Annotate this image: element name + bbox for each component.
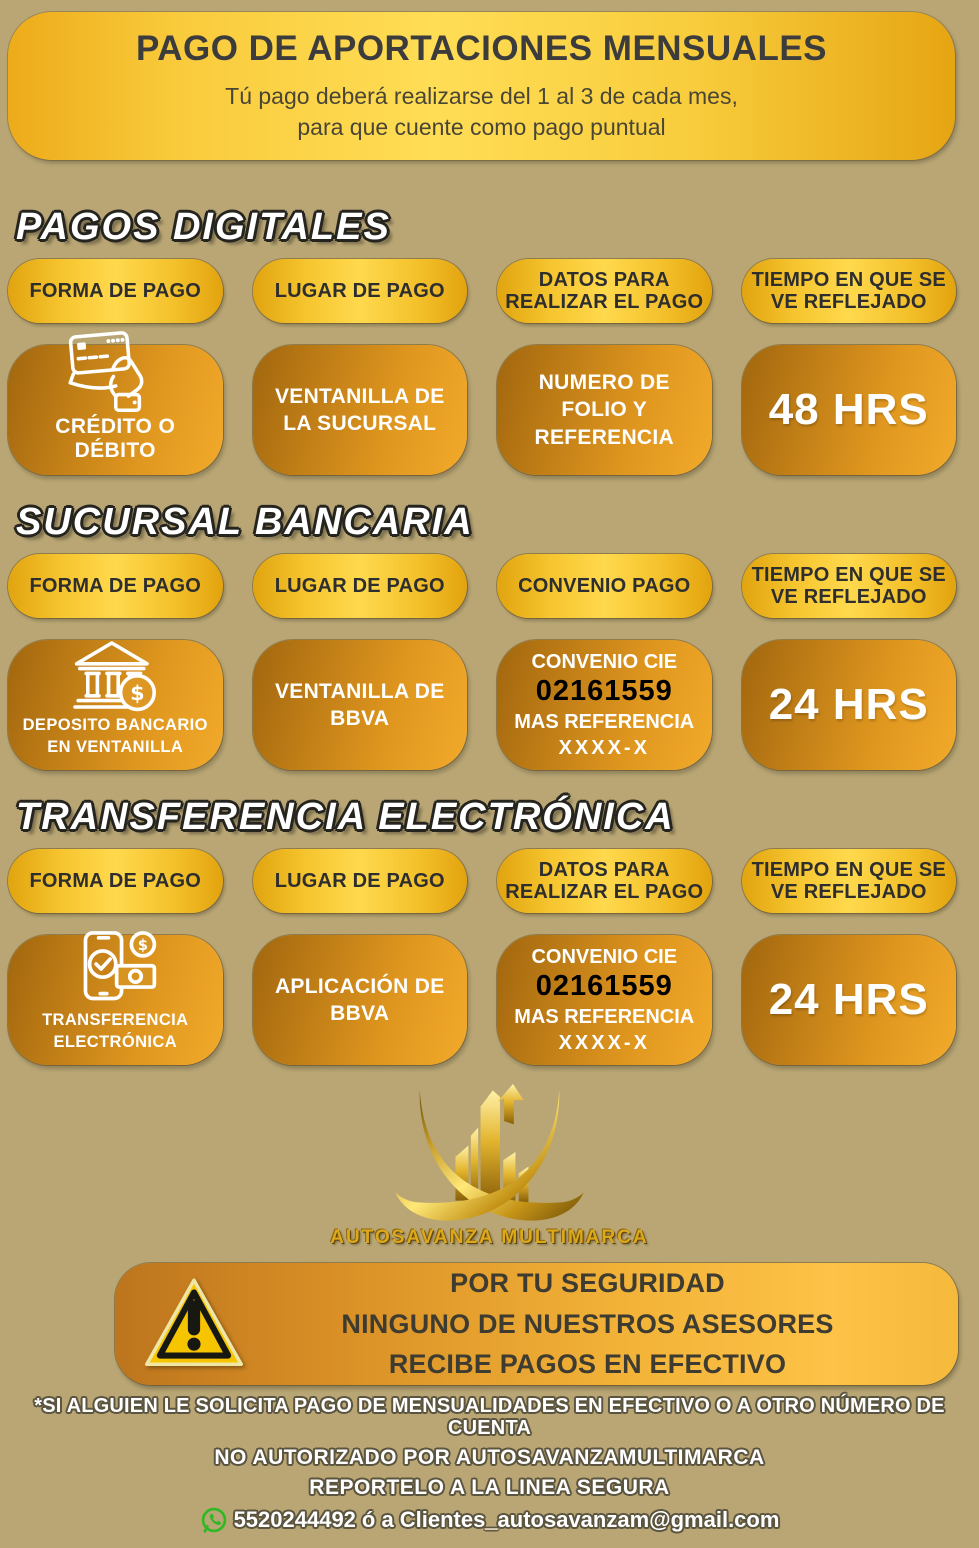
section-title-pagos-digitales: PAGOS DIGITALES: [16, 206, 391, 248]
brand-name: AUTOSAVANZA MULTIMARCA: [330, 1227, 649, 1248]
banner-subtitle-line2: para que cuente como pago puntual: [297, 114, 666, 140]
payment-data-label: NUMERO DE FOLIO Y REFERENCIA: [534, 371, 674, 449]
payment-method-cell: [8, 640, 223, 770]
convenio-label: CONVENIO CIE: [531, 651, 678, 674]
whatsapp-icon: [200, 1506, 228, 1534]
convenio-number: 02161559: [535, 675, 673, 708]
convenio-label: CONVENIO CIE: [531, 946, 678, 969]
payment-method-label: DEPOSITO BANCARIO EN VENTANILLA: [22, 716, 208, 756]
warning-triangle-icon: [141, 1275, 247, 1373]
warning-line2: NINGUNO DE NUESTROS ASESORES: [341, 1308, 834, 1339]
brand-logo: [0, 1079, 979, 1249]
payment-method-label: CRÉDITO O DÉBITO: [55, 415, 176, 462]
disclaimer-line1: *SI ALGUIEN LE SOLICITA PAGO DE MENSUALIDADES EN EFECTIVO O A OTRO NÚMERO DE CUENTA: [34, 1395, 945, 1439]
payment-place-cell: [253, 345, 468, 475]
payment-time-label: 24 HRS: [768, 975, 929, 1024]
disclaimer-line2: NO AUTORIZADO POR AUTOSAVANZAMULTIMARCA: [214, 1446, 765, 1469]
top-banner: [8, 12, 955, 160]
section-title-sucursal-bancaria: SUCURSAL BANCARIA: [16, 501, 474, 543]
warning-line1: POR TU SEGURIDAD: [450, 1268, 725, 1299]
footer-disclaimer: [0, 1395, 979, 1534]
convenio-number: 02161559: [535, 970, 673, 1003]
contact-line: [0, 1506, 979, 1534]
contact-connector: ó a: [361, 1507, 394, 1533]
column-header-lugar-de-pago: LUGAR DE PAGO: [253, 259, 468, 323]
convenio-reference-mask: XXXX-X: [558, 736, 650, 759]
column-header-forma-de-pago: FORMA DE PAGO: [8, 554, 223, 618]
svg-text:$: $: [130, 680, 145, 705]
disclaimer-line3: REPORTELO A LA LINEA SEGURA: [309, 1476, 670, 1500]
security-warning-text: [247, 1263, 928, 1385]
payment-place-label: VENTANILLA DE BBVA: [274, 679, 445, 730]
contact-email[interactable]: Clientes_autosavanzam@gmail.com: [399, 1507, 780, 1533]
payment-data-cell: [497, 345, 712, 475]
payment-method-cell: [8, 935, 223, 1065]
column-header-convenio-pago: CONVENIO PAGO: [497, 554, 712, 618]
bank-deposit-icon: [63, 629, 167, 715]
payment-time-label: 48 HRS: [768, 385, 929, 434]
column-header-forma-de-pago: FORMA DE PAGO: [8, 849, 223, 913]
header-row-transferencia: [0, 849, 979, 913]
data-row-sucursal-bancaria: [0, 640, 979, 770]
convenio-reference-mask: XXXX-X: [558, 1031, 650, 1054]
payment-place-label: VENTANILLA DE LA SUCURSAL: [274, 384, 445, 435]
column-header-datos-pago: DATOS PARA REALIZAR EL PAGO: [497, 259, 712, 323]
column-header-lugar-de-pago: LUGAR DE PAGO: [253, 554, 468, 618]
transfer-phone-icon: [63, 922, 167, 1010]
payment-place-label: APLICACIÓN DE BBVA: [274, 974, 445, 1025]
section-title-transferencia-electronica: TRANSFERENCIA ELECTRÓNICA: [16, 796, 675, 838]
payment-time-label: 24 HRS: [768, 680, 929, 729]
autosavanza-logo: [372, 1079, 607, 1225]
data-row-transferencia: [0, 935, 979, 1065]
banner-subtitle: [225, 81, 738, 143]
warning-line3: RECIBE PAGOS EN EFECTIVO: [388, 1349, 787, 1380]
column-header-forma-de-pago: FORMA DE PAGO: [8, 259, 223, 323]
payment-method-label: TRANSFERENCIA ELECTRÓNICA: [42, 1011, 189, 1051]
column-header-tiempo-reflejado: TIEMPO EN QUE SE VE REFLEJADO: [742, 554, 957, 618]
contact-phone[interactable]: 5520244492: [233, 1507, 356, 1533]
column-header-tiempo-reflejado: TIEMPO EN QUE SE VE REFLEJADO: [742, 259, 957, 323]
payment-time-cell: [742, 935, 957, 1065]
column-header-tiempo-reflejado: TIEMPO EN QUE SE VE REFLEJADO: [742, 849, 957, 913]
convenio-reference-label: MAS REFERENCIA: [514, 710, 695, 733]
header-row-pagos-digitales: [0, 259, 979, 323]
payment-time-cell: [742, 640, 957, 770]
security-warning-banner: [115, 1263, 958, 1385]
column-header-lugar-de-pago: LUGAR DE PAGO: [253, 849, 468, 913]
payment-place-cell: [253, 935, 468, 1065]
payment-place-cell: [253, 640, 468, 770]
svg-text:$: $: [137, 937, 149, 955]
data-row-pagos-digitales: [0, 345, 979, 475]
credit-card-hand-icon: [61, 321, 169, 415]
payment-method-cell: [8, 345, 223, 475]
convenio-cell: [497, 935, 712, 1065]
payment-time-cell: [742, 345, 957, 475]
header-row-sucursal-bancaria: [0, 554, 979, 618]
convenio-reference-label: MAS REFERENCIA: [514, 1005, 695, 1028]
banner-subtitle-line1: Tú pago deberá realizarse del 1 al 3 de cada mes,: [225, 82, 738, 109]
convenio-cell: [497, 640, 712, 770]
column-header-datos-pago: DATOS PARA REALIZAR EL PAGO: [497, 849, 712, 913]
page-title: PAGO DE APORTACIONES MENSUALES: [135, 28, 828, 68]
